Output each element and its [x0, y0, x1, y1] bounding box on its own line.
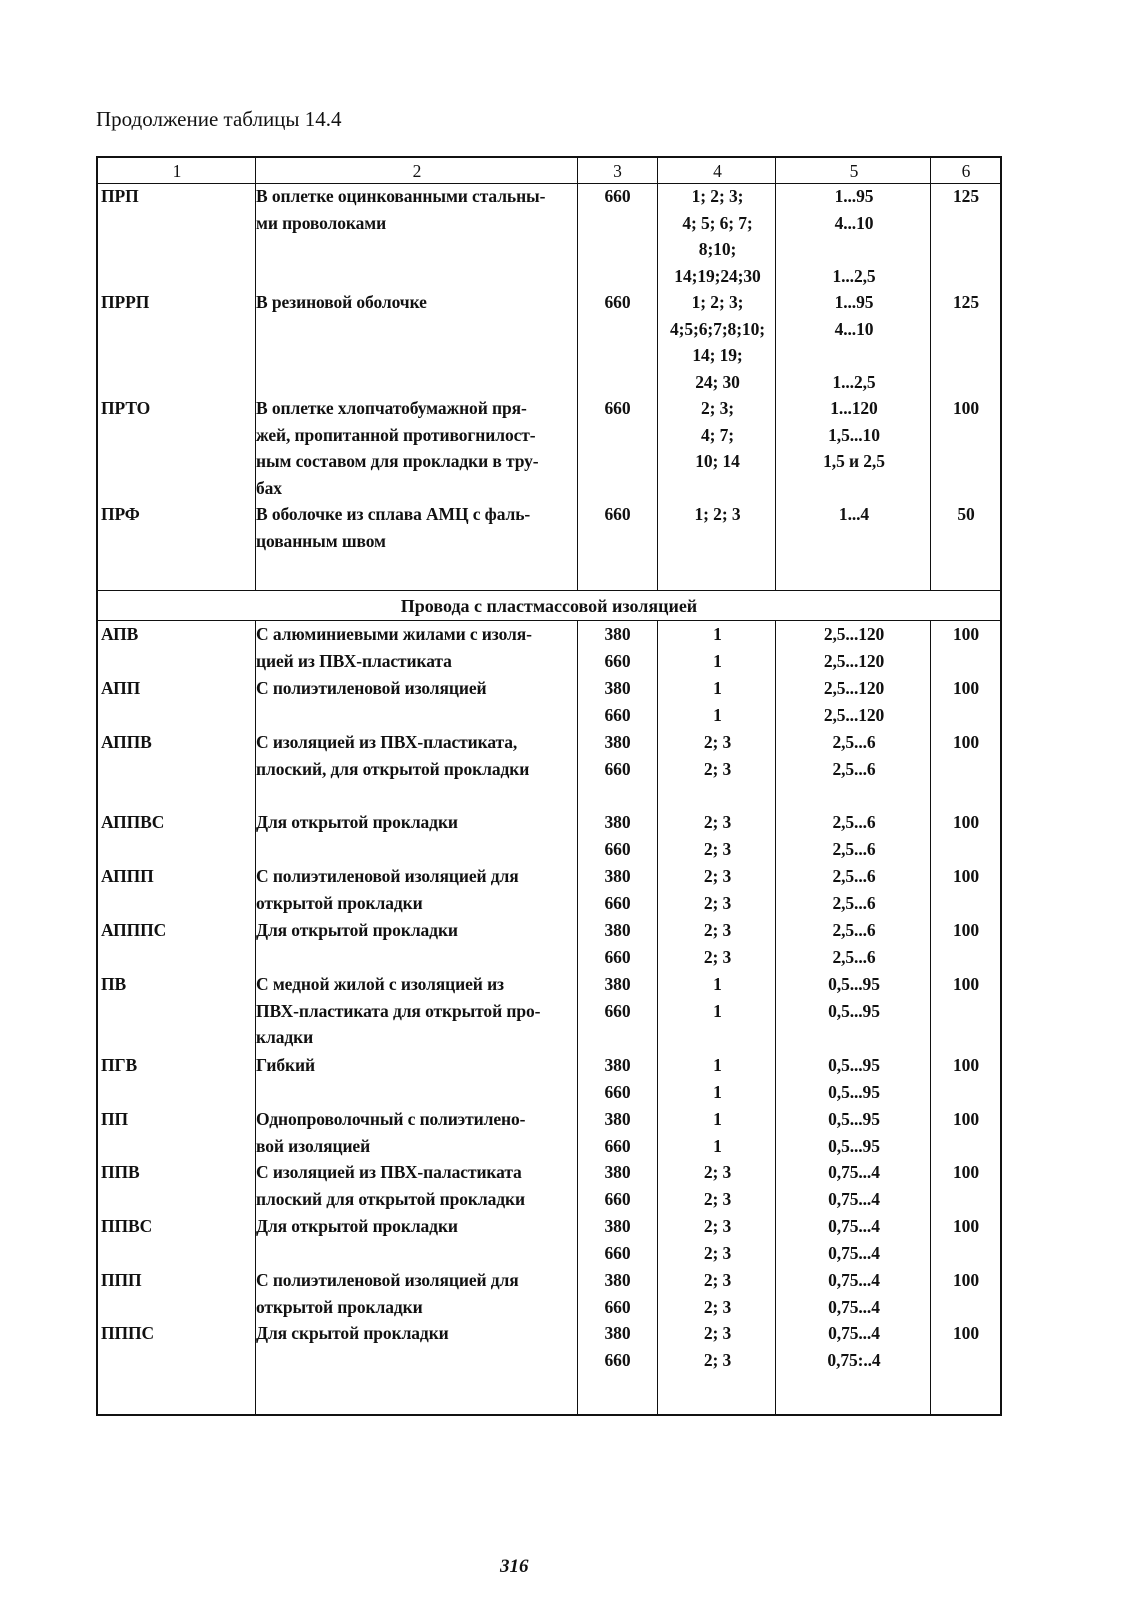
row-length: 100	[953, 920, 979, 940]
row-cores: 2; 3	[703, 920, 732, 940]
row-voltage: 660	[604, 946, 631, 967]
row-mark: ППВС	[101, 1216, 153, 1236]
row-description-line: цованным швом	[256, 530, 386, 551]
row-description-line: Однопроволочный с полиэтилено-	[256, 1109, 526, 1129]
row-length: 100	[953, 1323, 979, 1343]
row-cores: 8;10;	[698, 239, 737, 260]
row-description-line: ПВХ-пластиката для открытой про-	[256, 1000, 541, 1021]
row-description-line: С полиэтиленовой изоляцией	[256, 678, 487, 698]
row-cores: 2; 3	[703, 758, 732, 779]
row-section: 0,5...95	[828, 1109, 880, 1129]
row-voltage: 660	[604, 1135, 631, 1156]
row-section: 0,75...4	[828, 1323, 880, 1343]
row-voltage: 380	[604, 624, 631, 644]
row-cores: 1	[713, 1081, 722, 1102]
row-cores: 1	[713, 974, 722, 994]
row-length: 100	[953, 1270, 979, 1290]
row-mark: АППВС	[101, 812, 165, 832]
row-mark: АППВ	[101, 732, 152, 752]
row-mark: ПРРП	[101, 292, 150, 312]
row-cores: 1	[713, 1109, 722, 1129]
row-voltage: 660	[604, 758, 631, 779]
row-cores: 14; 19;	[692, 345, 743, 366]
row-voltage: 380	[604, 1216, 631, 1236]
row-cores: 4; 7;	[700, 424, 735, 445]
row-voltage: 660	[604, 292, 631, 312]
row-section: 0,75...4	[828, 1188, 880, 1209]
row-cores: 1	[713, 1135, 722, 1156]
row-length: 50	[957, 504, 975, 524]
row-section: 1,5 и 2,5	[823, 451, 885, 472]
row-voltage: 380	[604, 678, 631, 698]
row-length: 100	[953, 866, 979, 886]
row-voltage: 660	[604, 650, 631, 671]
row-section: 0,75...4	[828, 1162, 880, 1182]
row-cores: 2; 3	[703, 946, 732, 967]
row-section: 2,5...120	[823, 624, 885, 644]
row-section: 2,5...6	[832, 866, 876, 886]
row-mark: АПП	[101, 678, 141, 698]
row-length: 100	[953, 1216, 979, 1236]
row-length: 100	[953, 1109, 979, 1129]
row-section: 0,75...4	[828, 1270, 880, 1290]
row-description-line: С изоляцией из ПВХ-паластиката	[256, 1162, 522, 1182]
row-cores: 2; 3	[703, 1296, 732, 1317]
row-description-line: кладки	[256, 1027, 314, 1048]
row-description-line: Для открытой прокладки	[256, 1216, 458, 1236]
row-cores: 1	[713, 1000, 722, 1021]
row-description-line: Для открытой прокладки	[256, 920, 458, 940]
row-section: 0,75...4	[828, 1216, 880, 1236]
row-cores: 2; 3	[703, 866, 732, 886]
row-section: 0,5...95	[828, 1000, 880, 1021]
row-description-line: ми проволоками	[256, 212, 387, 233]
row-section: 0,5...95	[828, 1081, 880, 1102]
row-cores: 4;5;6;7;8;10;	[670, 318, 765, 339]
row-voltage: 660	[604, 704, 631, 725]
row-cores: 1	[713, 678, 722, 698]
row-mark: ПП	[101, 1109, 129, 1129]
row-cores: 2; 3	[703, 1162, 732, 1182]
data-table	[96, 156, 1002, 1416]
row-description-line: С алюминиевыми жилами с изоля-	[256, 624, 532, 644]
row-cores: 2; 3	[703, 1216, 732, 1236]
row-voltage: 660	[604, 1081, 631, 1102]
header-col-2: 2	[412, 161, 422, 181]
row-cores: 10; 14	[695, 451, 740, 472]
row-description-line: плоский для открытой прокладки	[256, 1188, 525, 1209]
row-voltage: 380	[604, 1109, 631, 1129]
row-length: 100	[953, 1055, 979, 1075]
row-length: 125	[953, 186, 979, 206]
row-cores: 2; 3	[703, 1188, 732, 1209]
row-section: 2,5...6	[832, 758, 876, 779]
row-description-line: цией из ПВХ-пластиката	[256, 650, 452, 671]
row-voltage: 380	[604, 1323, 631, 1343]
row-mark: ПППС	[101, 1323, 155, 1343]
header-col-1: 1	[172, 161, 182, 181]
page-number: 316	[500, 1556, 529, 1577]
row-section: 1...2,5	[832, 266, 876, 287]
row-description-line: В оплетке хлопчатобумажной пря-	[256, 398, 527, 418]
row-cores: 2; 3	[703, 1270, 732, 1290]
row-voltage: 660	[604, 1296, 631, 1317]
row-section: 4...10	[834, 318, 874, 339]
row-section: 1...120	[830, 398, 878, 418]
col-line-3-bottom	[657, 620, 658, 1414]
row-description-line: Для открытой прокладки	[256, 812, 458, 832]
row-cores: 14;19;24;30	[674, 266, 761, 287]
row-description-line: бах	[256, 478, 282, 499]
row-voltage: 380	[604, 732, 631, 752]
row-cores: 2; 3;	[700, 398, 735, 418]
row-section: 2,5...6	[832, 946, 876, 967]
row-section: 1,5...10	[828, 424, 880, 445]
row-length: 100	[953, 812, 979, 832]
row-section: 0,75...4	[828, 1242, 880, 1263]
row-cores: 1; 2; 3;	[691, 186, 744, 206]
row-mark: ПВ	[101, 974, 127, 994]
row-description-line: Для скрытой прокладки	[256, 1323, 449, 1343]
row-mark: ПГВ	[101, 1055, 138, 1075]
row-length: 100	[953, 678, 979, 698]
row-voltage: 660	[604, 504, 631, 524]
row-description-line: С медной жилой с изоляцией из	[256, 974, 504, 994]
row-section: 1...95	[834, 292, 874, 312]
row-cores: 2; 3	[703, 838, 732, 859]
row-section: 2,5...6	[832, 892, 876, 913]
row-description-line: жей, пропитанной противогнилост-	[256, 424, 536, 445]
row-cores: 1	[713, 704, 722, 725]
header-col-3: 3	[613, 161, 622, 181]
row-cores: 1	[713, 624, 722, 644]
row-voltage: 380	[604, 812, 631, 832]
row-section: 0,5...95	[828, 1135, 880, 1156]
col-line-3-top	[657, 158, 658, 590]
row-cores: 2; 3	[703, 812, 732, 832]
row-voltage: 660	[604, 398, 631, 418]
row-description-line: открытой прокладки	[256, 892, 423, 913]
row-mark: АППП	[101, 866, 154, 886]
row-cores: 2; 3	[703, 892, 732, 913]
row-length: 100	[953, 398, 979, 418]
row-voltage: 380	[604, 1055, 631, 1075]
row-mark: АПВ	[101, 624, 139, 644]
row-description-line: вой изоляцией	[256, 1135, 371, 1156]
row-description-line: Гибкий	[256, 1055, 315, 1075]
row-cores: 1; 2; 3	[694, 504, 741, 524]
row-mark: ПРТО	[101, 398, 151, 418]
row-description-line: В резиновой оболочке	[256, 292, 427, 312]
row-length: 100	[953, 1162, 979, 1182]
row-section: 1...2,5	[832, 372, 876, 393]
row-description-line: С полиэтиленовой изоляцией для	[256, 1270, 519, 1290]
row-section: 0,75:..4	[827, 1349, 881, 1370]
header-col-5: 5	[849, 161, 859, 181]
row-section: 2,5...6	[832, 920, 876, 940]
row-length: 100	[953, 974, 979, 994]
row-description-line: открытой прокладки	[256, 1296, 423, 1317]
row-mark: ПРФ	[101, 504, 140, 524]
row-cores: 24; 30	[695, 372, 740, 393]
row-section: 0,5...95	[828, 974, 880, 994]
row-section: 1...4	[838, 504, 870, 524]
row-voltage: 660	[604, 1188, 631, 1209]
row-section: 0,75...4	[828, 1296, 880, 1317]
row-mark: ПРП	[101, 186, 139, 206]
row-voltage: 380	[604, 920, 631, 940]
row-mark: ППП	[101, 1270, 142, 1290]
row-section: 4...10	[834, 212, 874, 233]
row-mark: АПППС	[101, 920, 167, 940]
row-voltage: 660	[604, 1349, 631, 1370]
row-section: 2,5...120	[823, 650, 885, 671]
row-section: 2,5...6	[832, 732, 876, 752]
row-length: 125	[953, 292, 979, 312]
row-section: 2,5...6	[832, 838, 876, 859]
row-description-line: В оплетке оцинкованными стальны-	[256, 186, 546, 206]
row-section: 2,5...120	[823, 678, 885, 698]
row-length: 100	[953, 732, 979, 752]
row-voltage: 380	[604, 974, 631, 994]
row-voltage: 660	[604, 186, 631, 206]
header-col-6: 6	[961, 161, 971, 181]
row-cores: 2; 3	[703, 732, 732, 752]
row-voltage: 660	[604, 838, 631, 859]
row-cores: 4; 5; 6; 7;	[682, 212, 753, 233]
row-section: 2,5...6	[832, 812, 876, 832]
row-description-line: ным составом для прокладки в тру-	[256, 451, 539, 472]
header-col-4: 4	[713, 161, 722, 181]
row-cores: 2; 3	[703, 1349, 732, 1370]
row-mark: ППВ	[101, 1162, 140, 1182]
row-cores: 2; 3	[703, 1323, 732, 1343]
row-voltage: 660	[604, 892, 631, 913]
row-voltage: 660	[604, 1242, 631, 1263]
row-cores: 2; 3	[703, 1242, 732, 1263]
row-voltage: 380	[604, 866, 631, 886]
row-description-line: плоский, для открытой прокладки	[256, 758, 530, 779]
row-section: 2,5...120	[823, 704, 885, 725]
section-title: Провода с пластмассовой изоляцией	[400, 596, 698, 616]
row-description-line: С изоляцией из ПВХ-пластиката,	[256, 732, 518, 752]
row-description-line: В оболочке из сплава АМЦ с фаль-	[256, 504, 531, 524]
row-voltage: 660	[604, 1000, 631, 1021]
row-section: 1...95	[834, 186, 874, 206]
row-cores: 1; 2; 3;	[691, 292, 744, 312]
row-section: 0,5...95	[828, 1055, 880, 1075]
table-caption: Продолжение таблицы 14.4	[96, 107, 342, 131]
row-description-line: С полиэтиленовой изоляцией для	[256, 866, 519, 886]
row-voltage: 380	[604, 1162, 631, 1182]
row-cores: 1	[713, 650, 722, 671]
row-length: 100	[953, 624, 979, 644]
row-voltage: 380	[604, 1270, 631, 1290]
row-cores: 1	[713, 1055, 722, 1075]
